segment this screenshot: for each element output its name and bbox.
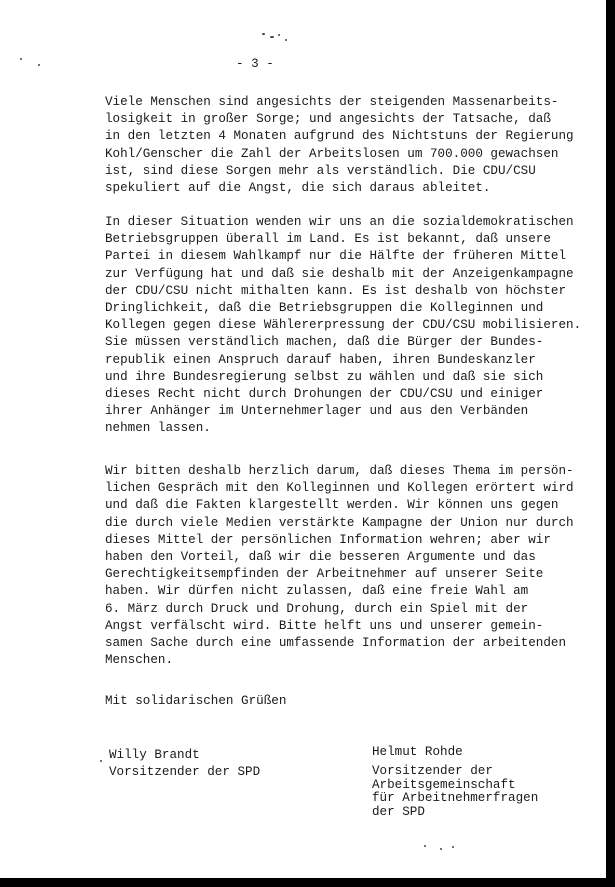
scan-speck: [424, 845, 426, 847]
body-paragraph-2: In dieser Situation wenden wir uns an die sozialdemokratischen Betriebsgruppen überall im Land. Es ist bekannt, daß unsere Partei in diesem Wahlkampf nur die Hälfte der früheren Mittel zur Verfügung hat und daß sie deshalb mit der Anzeigenkampagne der CDU/CSU nicht mithalten kann. Es ist deshalb von höchster Dringlichkeit, daß die Betriebsgruppen die Kolleginnen und Kollegen gegen diese Wählererpressung der CDU/CSU mobilisieren. Sie müssen verständlich machen, daß die Bürger der Bundes- republik einen Anspruch darauf haben, ihren Bundeskanzler und ihre Bundesregierung selbst zu wählen und daß sie sich dieses Recht nicht durch Drohungen der CDU/CSU und einiger ihrer Anhänger im Unternehmerlager und aus den Verbänden nehmen lassen.: [105, 215, 582, 436]
signature-block-right: [372, 744, 538, 819]
scan-speck: [278, 34, 280, 36]
signatory-role: Vorsitzender der SPD: [109, 765, 261, 780]
body-paragraph-1: Viele Menschen sind angesichts der steigenden Massenarbeits- losigkeit in großer Sorge; und angesichts der Tatsache, daß in den letzten 4 Monaten aufgrund des Nichtstuns der Regierung Kohl/Genscher die Zahl der Arbeitslosen um 700.000 gewachsen ist, sind diese Sorgen mehr als verständlich. Die CDU/CSU spekuliert auf die Angst, die sich daraus ableitet.: [105, 95, 574, 196]
signatory-name: Willy Brandt: [109, 748, 200, 762]
signatory-role: Vorsitzender der Arbeitsgemeinschaft für Arbeitnehmerfragen der SPD: [372, 764, 539, 819]
signatory-name: Helmut Rohde: [372, 745, 463, 759]
scan-border-right: [606, 0, 615, 887]
scan-speck: [100, 760, 102, 762]
closing-salutation: Mit solidarischen Grüßen: [105, 694, 287, 708]
scan-speck: [440, 848, 442, 850]
scan-speck: [262, 33, 265, 35]
scan-speck: [20, 58, 22, 60]
body-paragraph-3: Wir bitten deshalb herzlich darum, daß dieses Thema im persön- lichen Gespräch mit den Kolleginnen und Kollegen erörtert wird und daß die Fakten klargestellt werden. Wir können uns gegen die durch viele Medien verstärkte Kampagne der Union nur durch dieses Mittel der persönlichen Information wehren; aber wir haben den Vorteil, daß wir die besseren Argumente und das Gerechtigkeitsempfinden der Arbeitnehmer auf unserer Seite haben. Wir dürfen nicht zulassen, daß eine freie Wahl am 6. März durch Druck und Drohung, durch ein Spiel mit der Angst verfälscht wird. Bitte helft uns und unserer gemein- samen Sache durch eine umfassende Information der arbeitenden Menschen.: [105, 464, 574, 668]
signature-block-left: [109, 747, 260, 781]
scan-speck: [38, 64, 40, 66]
scan-speck: [270, 36, 274, 38]
page-number: - 3 -: [236, 57, 274, 71]
scan-border-bottom: [0, 878, 615, 887]
scan-speck: [452, 846, 454, 848]
scan-speck: [285, 39, 287, 41]
